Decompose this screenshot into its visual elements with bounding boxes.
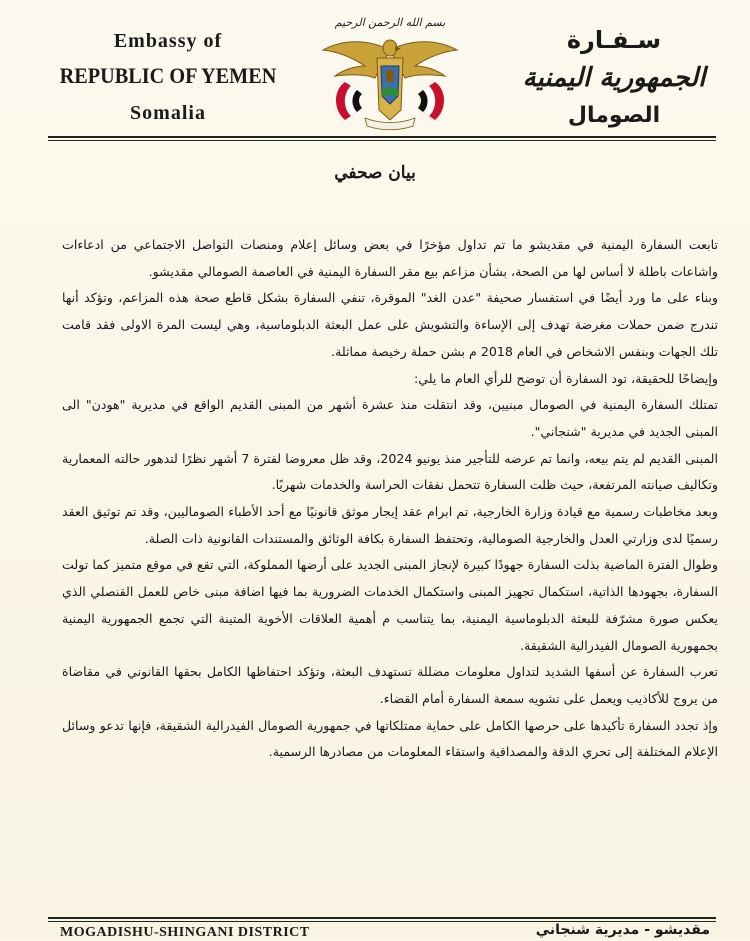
header-ar-embassy: سـفـارة [566,26,662,54]
header-divider [48,136,716,141]
paragraph: وبعد مخاطبات رسمية مع قيادة وزارة الخارجية، تم ابرام عقد إيجار موثق قانونيًا مع أحد الأطباء الصوماليين، وقد تم توثيق العقد رسميًا لدى وزارتي العدل والخارجية الصومالية، وتحتفظ السفارة بكافة الوثائق والمستندات القانونية ذات الصلة. [62,504,718,546]
document-title: بيان صحفي [334,163,416,183]
footer-address-english: MOGADISHU-SHINGANI DISTRICT [60,925,310,940]
paragraph: تعرب السفارة عن أسفها الشديد لتداول معلومات مضللة تستهدف البعثة، وتؤكد احتفاظها الكامل بحقها القانوني في مقاضاة من يروج للأكاذيب ويعمل على تشويه سمعة السفارة أمام القضاء. [62,664,718,706]
yemen-eagle-emblem-icon [315,10,465,135]
svg-text:بسم الله الرحمن الرحيم: بسم الله الرحمن الرحيم [334,16,446,29]
header-en-country: Somalia [130,102,206,124]
paragraph: وإيضاحًا للحقيقة، تود السفارة أن توضح للرأي العام ما يلي: [413,370,718,386]
paragraph: وطوال الفترة الماضية بذلت السفارة جهودًا كبيرة لإنجاز المبنى الجديد على أرضها المملوكة، التي تقع في موقع متميز كما تولت السفارة، بجهودها الذاتية، استكمال تجهيز المبنى واستكمال الخدمات الضرورية بما فيها اضافة مبنى خاص للعمل القنصلي الذي يعكس صورة مشرّفة للبعثة الدبلوماسية اليمنية، بما يتناسب م أهمية العلاقات الأخوية المتينة التي تجمع الجمهورية اليمنية بجمهورية الصومال الفيدرالية الشقيقة. [62,557,718,653]
header-ar-republic: الجمهورية اليمنية [522,63,706,93]
paragraph: وبناء على ما ورد أيضًا في استفسار صحيفة "عدن الغد" الموقرة، تنفي السفارة بشكل قاطع صحة هذه المزاعم، وتؤكد أنها تندرج ضمن حملات مغرضة تهدف إلى الإساءة والتشويش على عمل البعثة الدبلوماسية، وهي ليست المرة الاولى فقد قامت تلك الجهات وبنفس الاشخاص في العام 2018 م بشن حملة رخيصة مماثلة. [62,290,718,359]
paragraph: تابعت السفارة اليمنية في مقديشو ما تم تداول مؤخرًا في بعض وسائل إعلام ومنصات التواصل الاجتماعي من ادعاءات واشاعات باطلة لا أساس لها من الصحة، بشأن مزاعم بيع مقر السفارة اليمنية في العاصمة الصومالي مقديشو. [62,237,718,279]
paragraph: وإذ تجدد السفارة تأكيدها على حرصها الكامل على حماية ممتلكاتها في جمهورية الصومال الفيدرالية الشقيقة، فإنها تدعو وسائل الإعلام المختلفة إلى تحري الدقة والمصداقية واستقاء المعلومات من مصادرها الرسمية. [62,717,718,760]
footer-address-arabic: مقديشو - مديرية شنجاني [535,922,710,938]
paragraph: تمتلك السفارة اليمنية في الصومال مبنيين، وقد انتقلت منذ عشرة أشهر من المبنى القديم الواقع في مديرية "هودن" الى المبنى الجديد في مديرية "شنجاني". [62,397,718,439]
header-en-embassy: Embassy of [113,30,223,52]
header-ar-country: الصومال [567,103,661,128]
statement-body [62,232,718,766]
header-arabic [514,22,714,134]
paragraph: المبنى القديم لم يتم بيعه، وانما تم عرضه للتأجير منذ يونيو 2024، وقد ظل معروضا لفترة 7 أشهر نظرًا لتدهور حالته المعمارية وتكاليف صيانته المرتفعة، حيث ظلت السفارة تتحمل نفقات الحراسة والخدمات شهريًا. [62,450,718,493]
header-english [48,26,288,130]
header-en-republic: REPUBLIC OF YEMEN [59,63,277,88]
